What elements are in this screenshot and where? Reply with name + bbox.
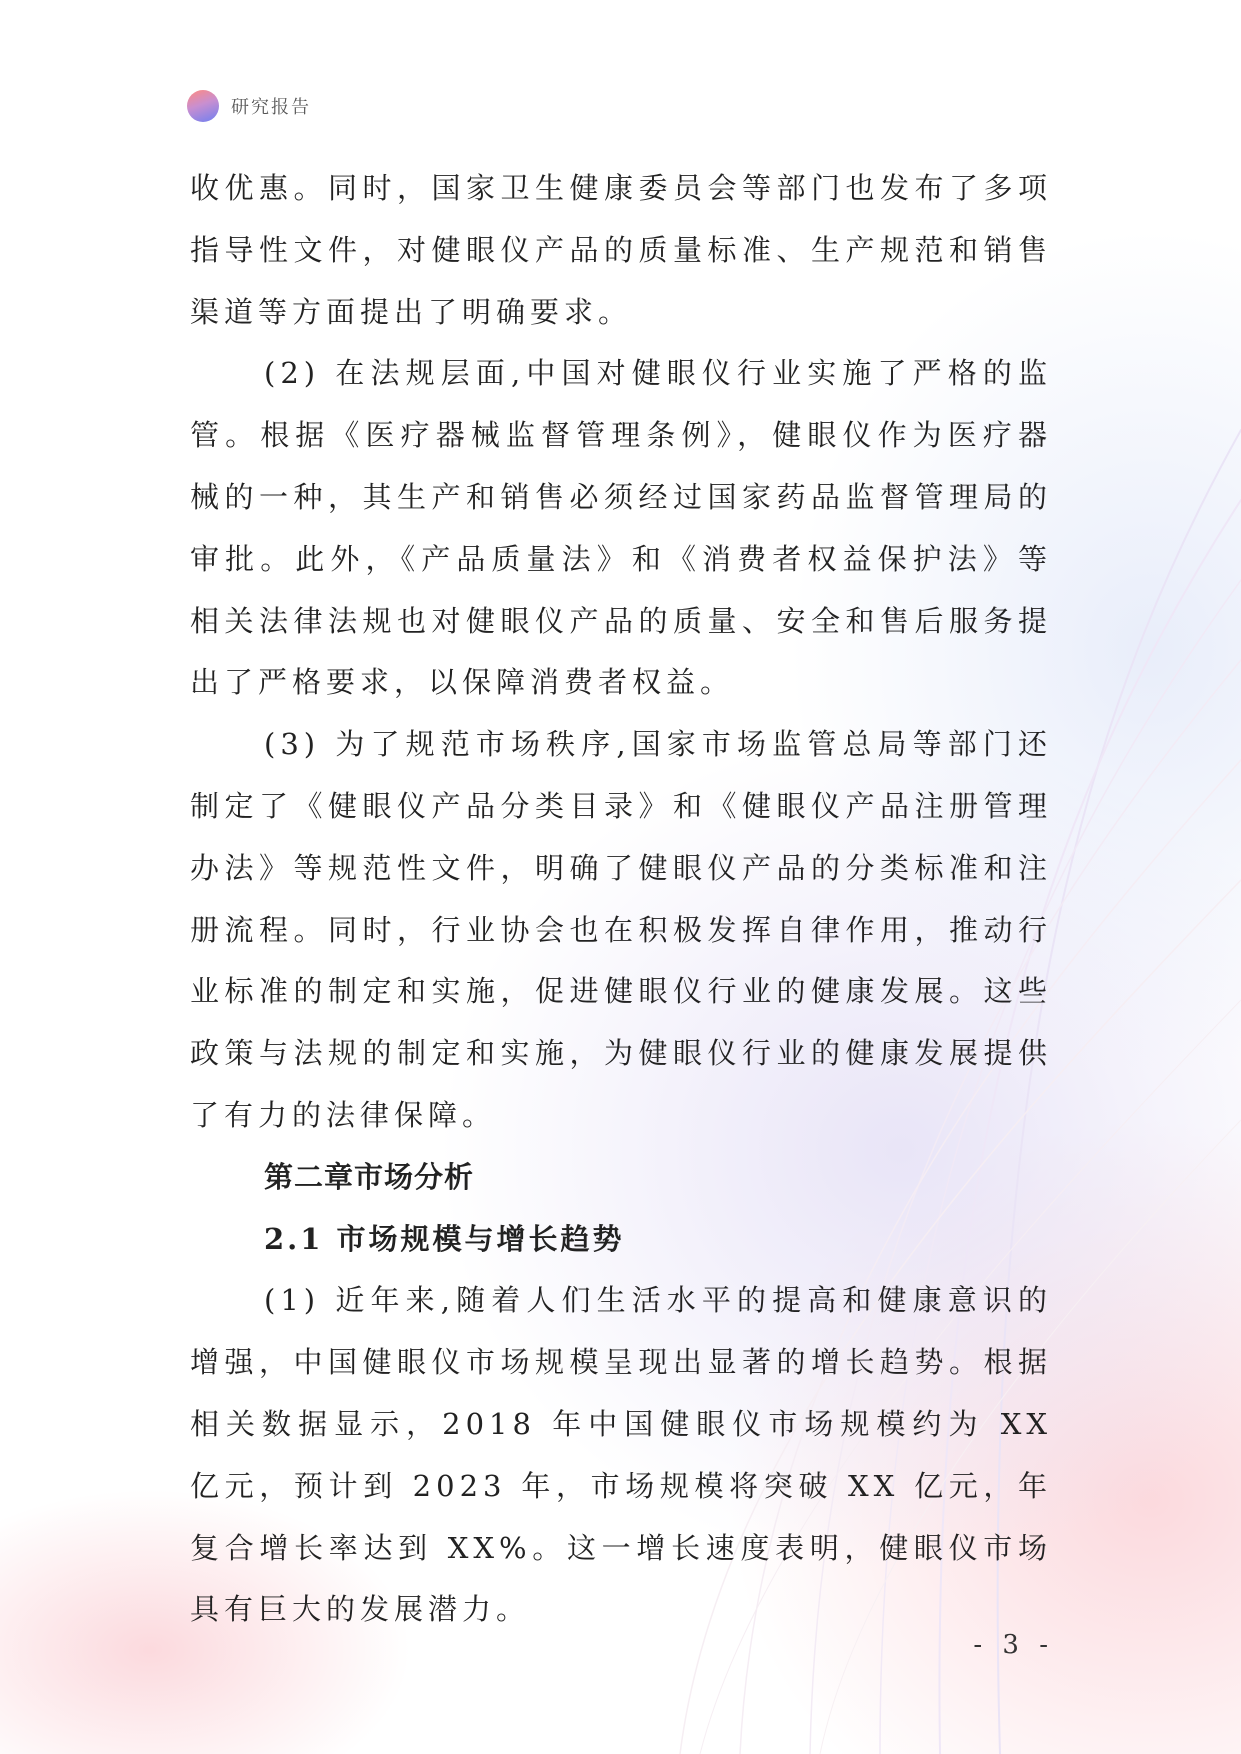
paragraph-market-order: (3) 为了规范市场秩序,国家市场监管总局等部门还制定了《健眼仪产品分类目录》和《健眼仪产品注册管理办法》等规范性文件，明确了健眼仪产品的分类标准和注册流程。同时，行业协会也在积极发挥自律作用，推动行业标准的制定和实施，促进健眼仪行业的健康发展。这些政策与法规的制定和实施，为健眼仪行业的健康发展提供了有力的法律保障。 <box>190 727 1052 1132</box>
header-title: 研究报告 <box>231 97 311 118</box>
chapter-title: 第二章市场分析 <box>264 1159 475 1194</box>
document-body <box>190 158 1052 1641</box>
paragraph-regulations: (2) 在法规层面,中国对健眼仪行业实施了严格的监管。根据《医疗器械监督管理条例》，健眼仪作为医疗器械的一种，其生产和销售必须经过国家药品监督管理局的审批。此外，《产品质量法》和《消费者权益保护法》等相关法律法规也对健眼仪产品的质量、安全和售后服务提出了严格要求，以保障消费者权益。 <box>190 356 1052 700</box>
page-number: - 3 - <box>973 1630 1054 1660</box>
page-header <box>187 90 311 122</box>
logo-circle-icon <box>187 90 219 122</box>
paragraph-market-size: (1) 近年来,随着人们生活水平的提高和健康意识的增强，中国健眼仪市场规模呈现出显著的增长趋势。根据相关数据显示，2018 年中国健眼仪市场规模约为 XX 亿元，预计到 2023 年，市场规模将突破 XX 亿元，年复合增长率达到 XX%。这一增长速度表明，健眼仪市场具有巨大的发展潜力。 <box>190 1283 1052 1627</box>
paragraph-continued: 收优惠。同时，国家卫生健康委员会等部门也发布了多项指导性文件，对健眼仪产品的质量标准、生产规范和销售渠道等方面提出了明确要求。 <box>190 171 1052 329</box>
section-title: 2.1 市场规模与增长趋势 <box>264 1221 625 1256</box>
